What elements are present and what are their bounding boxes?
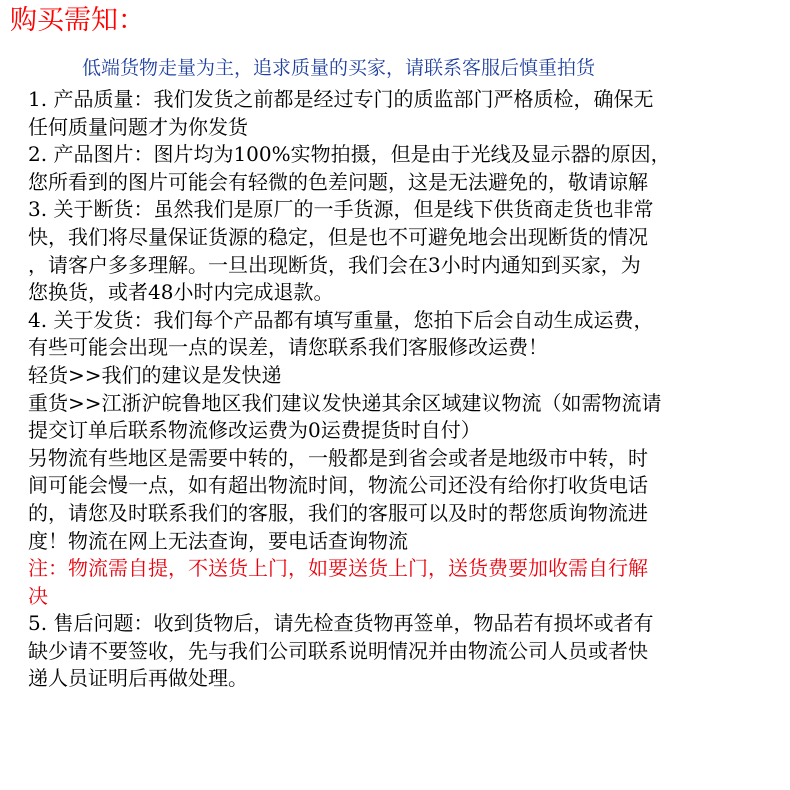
shipping-line-2: 有些可能会出现一点的误差，请您联系我们客服修改运费！ — [28, 335, 548, 360]
aftersale-line-1: 5. 售后问题：收到货物后，请先检查货物再签单，物品若有损坏或者有 — [28, 611, 654, 636]
light-goods-line: 轻货>>我们的建议是发快递 — [28, 362, 282, 387]
transfer-line-4: 度！物流在网上无法查询，要电话查询物流 — [28, 528, 408, 553]
pickup-notice-line-1: 注：物流需自提，不送货上门，如要送货上门，送货费要加收需自行解 — [28, 556, 648, 581]
stock-line-1: 3. 关于断货：虽然我们是原厂的一手货源，但是线下供货商走货也非常 — [28, 197, 654, 222]
transfer-line-1: 另物流有些地区是需要中转的，一般都是到省会或者是地级市中转，时 — [28, 445, 648, 470]
stock-line-3: ，请客户多多理解。一旦出现断货，我们会在3小时内通知到买家，为 — [28, 252, 641, 277]
notice-body — [28, 86, 780, 693]
heavy-goods-line-1: 重货>>江浙沪皖鲁地区我们建议发快递其余区域建议物流（如需物流请 — [28, 390, 662, 415]
stock-line-2: 快，我们将尽量保证货源的稳定，但是也不可避免地会出现断货的情况 — [28, 224, 648, 249]
photo-line-2: 您所看到的图片可能会有轻微的色差问题，这是无法避免的，敬请谅解 — [28, 169, 648, 194]
stock-line-4: 您换货，或者48小时内完成退款。 — [28, 280, 334, 305]
pickup-notice-line-2: 决 — [28, 583, 48, 608]
photo-line-1: 2. 产品图片：图片均为100%实物拍摄，但是由于光线及显示器的原因， — [28, 142, 671, 167]
transfer-line-3: 的，请您及时联系我们的客服，我们的客服可以及时的帮您质询物流进 — [28, 500, 648, 525]
heavy-goods-line-2: 提交订单后联系物流修改运费为0运费提货时自付） — [28, 418, 481, 443]
quality-line-2: 任何质量问题才为你发货 — [28, 114, 248, 139]
aftersale-line-3: 递人员证明后再做处理。 — [28, 666, 248, 691]
page-title: 购买需知： — [10, 5, 145, 36]
transfer-line-2: 间可能会慢一点，如有超出物流时间，物流公司还没有给你打收货电话 — [28, 473, 648, 498]
quality-line-1: 1. 产品质量：我们发货之前都是经过专门的质监部门严格质检，确保无 — [28, 87, 654, 111]
subtitle-notice: 低端货物走量为主，追求质量的买家，请联系客服后慎重拍货 — [82, 57, 596, 79]
aftersale-line-2: 缺少请不要签收，先与我们公司联系说明情况并由物流公司人员或者快 — [28, 638, 648, 663]
shipping-line-1: 4. 关于发货：我们每个产品都有填写重量，您拍下后会自动生成运费， — [28, 307, 654, 332]
